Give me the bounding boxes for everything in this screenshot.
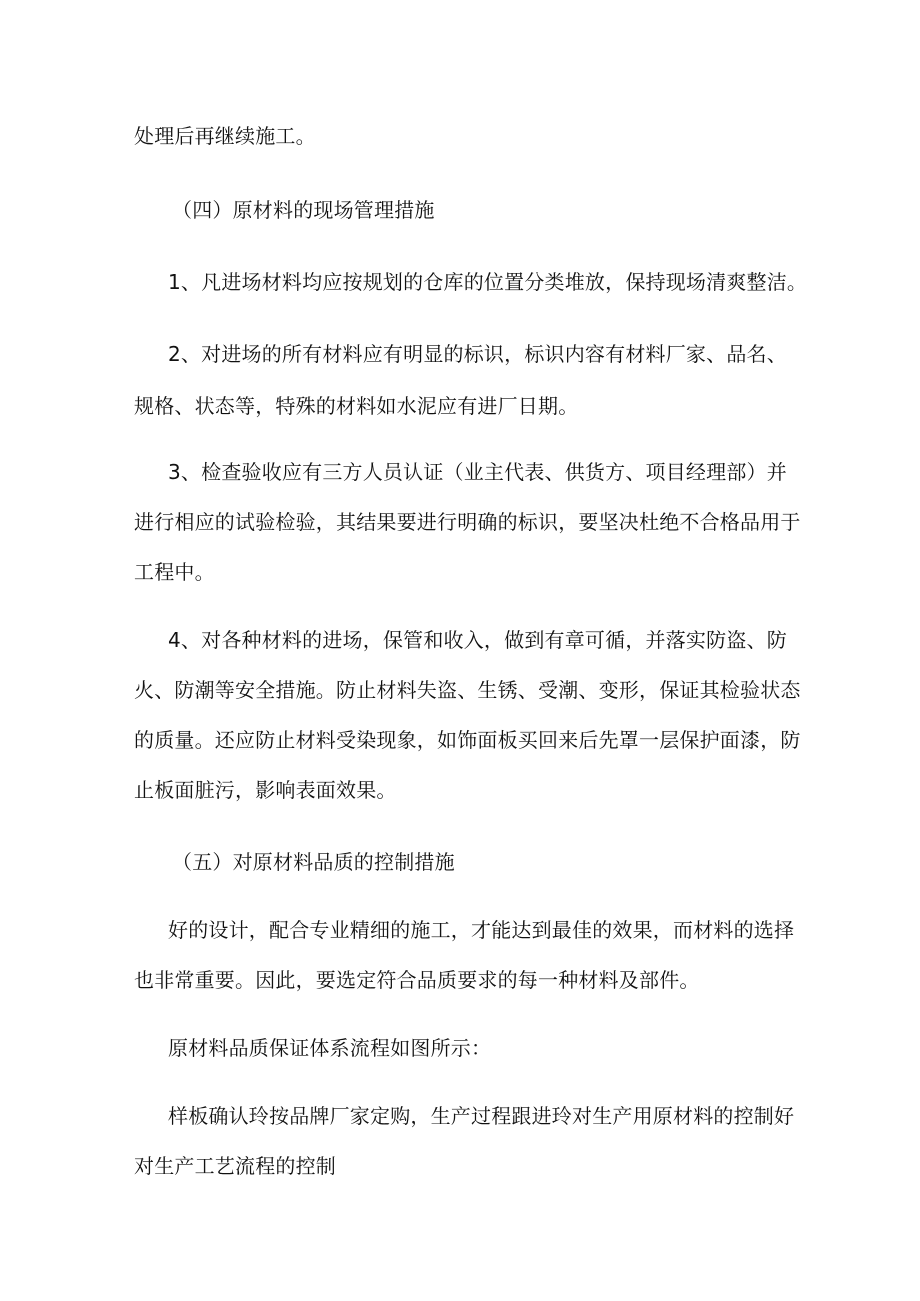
item-3-line: 进行相应的试验检验，其结果要进行明确的标识，要坚决杜绝不合格品用于: [134, 510, 801, 534]
item-3-line: 工程中。: [134, 560, 215, 584]
paragraph-line: 原材料品质保证体系流程如图所示：: [168, 1036, 492, 1060]
paragraph-line: 也非常重要。因此，要选定符合品质要求的每一种材料及部件。: [134, 968, 700, 992]
item-4-line: 火、防潮等安全措施。防止材料失盗、生锈、受潮、变形，保证其检验状态: [134, 678, 801, 702]
section-heading-5: （五）对原材料品质的控制措施: [172, 850, 455, 874]
paragraph-line: 对生产工艺流程的控制: [134, 1154, 336, 1178]
item-3-line: 3、检查验收应有三方人员认证（业主代表、供货方、项目经理部）并: [168, 460, 787, 484]
item-4-line: 4、对各种材料的进场，保管和收入，做到有章可循，并落实防盗、防: [168, 628, 787, 652]
item-2-line: 规格、状态等，特殊的材料如水泥应有进厂日期。: [134, 394, 579, 418]
paragraph-line: 好的设计，配合专业精细的施工，才能达到最佳的效果，而材料的选择: [168, 918, 795, 942]
paragraph-line: 处理后再继续施工。: [134, 124, 316, 148]
item-4-line: 止板面脏污，影响表面效果。: [134, 778, 397, 802]
item-2-line: 2、对进场的所有材料应有明显的标识，标识内容有材料厂家、品名、: [168, 342, 787, 366]
item-1-line: 1、凡进场材料均应按规划的仓库的位置分类堆放，保持现场清爽整洁。: [168, 270, 808, 294]
item-4-line: 的质量。还应防止材料受染现象，如饰面板买回来后先罩一层保护面漆，防: [134, 728, 801, 752]
section-heading-4: （四）原材料的现场管理措施: [172, 198, 435, 222]
paragraph-line: 样板确认玲按品牌厂家定购，生产过程跟进玲对生产用原材料的控制好: [168, 1104, 795, 1128]
